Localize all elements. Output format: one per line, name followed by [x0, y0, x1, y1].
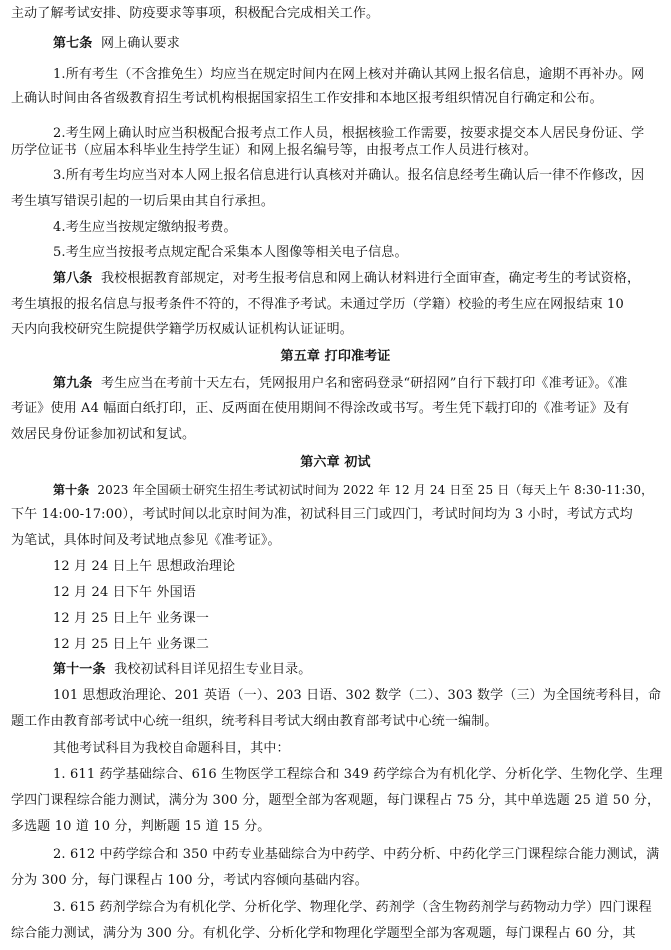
paragraph-line: 1.所有考生（不含推免生）均应当在规定时间内在网上核对并确认其网上报名信息，逾期不再补办。网	[53, 67, 645, 82]
schedule-item: 12 月 24 日下午 外国语	[53, 585, 196, 600]
paragraph-line: 学四门课程综合能力测试，满分为 300 分，题型全部为客观题，每门课程占 75 分，其中单选题 25 道 50 分，	[11, 793, 661, 808]
schedule-item: 12 月 24 日上午 思想政治理论	[53, 559, 236, 574]
paragraph-line: 考生填写错误引起的一切后果由其自行承担。	[11, 194, 275, 209]
paragraph-line: 题工作由教育部考试中心统一组织，统考科目考试大纲由教育部考试中心统一编制。	[11, 714, 498, 729]
paragraph-line: 主动了解考试安排、防疫要求等事项，积极配合完成相关工作。	[11, 6, 380, 21]
paragraph-line: 2.考生网上确认时应当积极配合报考点工作人员，根据核验工作需要，按要求提交本人居民身份证、学	[53, 126, 645, 141]
article-11-paragraph: 第十一条 我校初试科目详见招生专业目录。	[53, 662, 312, 677]
article-7-heading: 第七条 网上确认要求	[53, 36, 180, 51]
paragraph-line: 其他考试科目为我校自命题科目，其中：	[53, 741, 290, 756]
paragraph-line: 考生填报的报名信息与报考条件不符的，不得准予考试。未通过学历（学籍）校验的考生应在网报结束 10	[11, 297, 624, 312]
schedule-item: 12 月 25 日上午 业务课一	[53, 611, 210, 626]
paragraph-line: 3. 615 药剂学综合为有机化学、分析化学、物理化学、药剂学（含生物药剂学与药物动力学）四门课程	[53, 900, 652, 915]
paragraph-line: 天内向我校研究生院提供学籍学历权威认证机构认证证明。	[11, 322, 353, 337]
paragraph-line: 多选题 10 道 10 分，判断题 15 道 15 分。	[11, 819, 271, 834]
paragraph-line: 分为 300 分，每门课程占 100 分，考试内容倾向基础内容。	[11, 873, 368, 888]
paragraph-line: 上确认时间由各省级教育招生考试机构根据国家招生工作安排和本地区报考组织情况自行确定和公布。	[11, 91, 603, 106]
schedule-item: 12 月 25 日上午 业务课二	[53, 637, 210, 652]
paragraph-line: 101 思想政治理论、201 英语（一）、203 日语、302 数学（二）、303 数学（三）为全国统考科目，命	[53, 688, 662, 703]
paragraph-line: 综合能力测试，满分为 300 分。有机化学、分析化学和物理化学题型全部为客观题，每门课程占 60 分，其	[11, 926, 636, 941]
paragraph-line: 4.考生应当按规定缴纳报考费。	[53, 220, 237, 235]
paragraph-line: 3.所有考生均应当对本人网上报名信息进行认真核对并确认。报名信息经考生确认后一律不作修改，因	[53, 168, 645, 183]
paragraph-line: 效居民身份证参加初试和复试。	[11, 427, 196, 442]
chapter-6-title: 第六章 初试	[300, 455, 371, 470]
article-10-paragraph: 第十条 2023 年全国硕士研究生招生考试初试时间为 2022 年 12 月 24 日至 25 日（每天上午 8:30-11:30，	[53, 483, 654, 497]
paragraph-line: 历学位证书（应届本科毕业生持学生证）和网上报名编号等，由报考点工作人员进行核对。	[11, 143, 538, 158]
article-9-paragraph: 第九条 考生应当在考前十天左右，凭网报用户名和密码登录“研招网”自行下载打印《准考证》。《准	[53, 376, 628, 391]
article-8-paragraph: 第八条 我校根据教育部规定，对考生报考信息和网上确认材料进行全面审查，确定考生的考试资格，	[53, 271, 641, 286]
paragraph-line: 2. 612 中药学综合和 350 中药专业基础综合为中药学、中药分析、中药化学三门课程综合能力测试，满	[53, 847, 660, 862]
paragraph-line: 5.考生应当按报考点规定配合采集本人图像等相关电子信息。	[53, 245, 408, 260]
paragraph-line: 1. 611 药学基础综合、616 生物医学工程综合和 349 药学综合为有机化学、分析化学、生物化学、生理	[53, 767, 663, 782]
paragraph-line: 为笔试，具体时间及考试地点参见《准考证》。	[11, 533, 281, 548]
chapter-5-title: 第五章 打印准考证	[280, 349, 391, 364]
paragraph-line: 考证》使用 A4 幅面白纸打印，正、反两面在使用期间不得涂改或书写。考生凭下载打印的《准考证》及有	[11, 401, 630, 416]
paragraph-line: 下午 14:00-17:00），考试时间以北京时间为准，初试科目三门或四门，考试时间均为 3 小时，考试方式均	[11, 507, 633, 522]
